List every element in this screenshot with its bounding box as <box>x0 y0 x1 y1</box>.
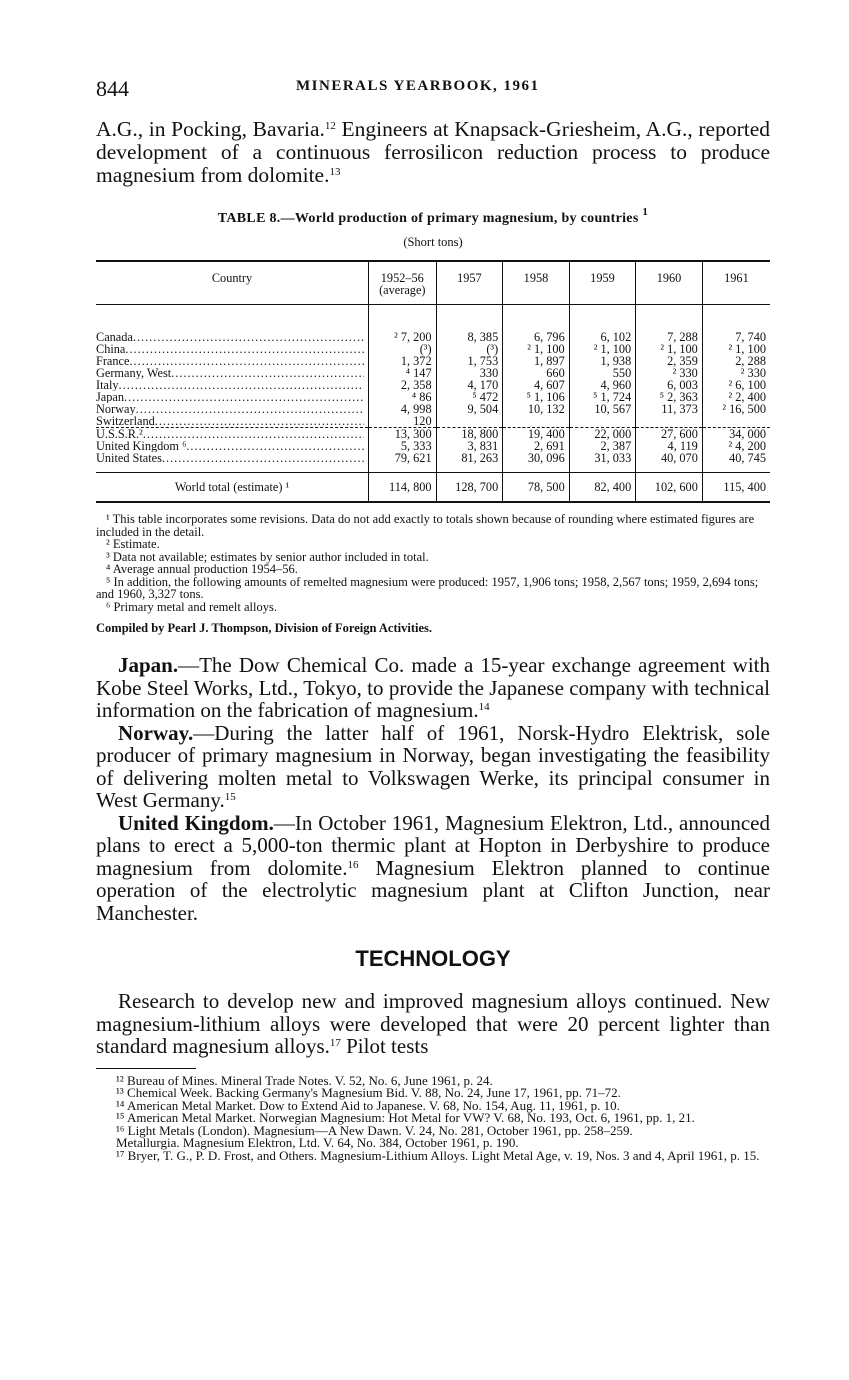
value-cell: 10, 132 <box>503 403 570 415</box>
total-label: World total (estimate) ¹ <box>96 473 369 503</box>
table-header-row <box>96 261 770 305</box>
column-header: Country <box>96 261 369 305</box>
value-cell: 18, 800 <box>436 428 503 441</box>
footnotes <box>96 1072 770 1163</box>
value-cell: 11, 373 <box>636 403 703 415</box>
production-table <box>96 260 770 503</box>
country-cell: France ..... <box>96 355 369 367</box>
footnote: Metallurgia. Magnesium Elektron, Ltd. V. 64, No. 384, October 1961, p. 190. <box>116 1135 519 1150</box>
value-cell: ² 330 <box>636 367 703 379</box>
country-cell: China ..... <box>96 343 369 355</box>
value-cell: 34, 000 <box>702 428 770 441</box>
total-value: 78, 500 <box>503 473 570 503</box>
footnote: ¹⁵ American Metal Market. Norwegian Magnesium: Hot Metal for VW? V. 68, No. 193, Oct. 6, 1961, pp. 1, 21. <box>116 1110 695 1125</box>
value-cell: ² 4, 200 <box>702 440 770 452</box>
table-row <box>96 452 770 464</box>
value-cell: 3, 831 <box>436 440 503 452</box>
country-cell: Norway ..... <box>96 403 369 415</box>
table-note: ⁵ In addition, the following amounts of remelted magnesium were produced: 1957, 1,906 tons; 1958, 2,567 tons; 1959, 2,694 tons; and 1960, 3,327 tons. <box>96 574 759 601</box>
value-cell: ² 330 <box>702 367 770 379</box>
table-note: ⁶ Primary metal and remelt alloys. <box>106 599 277 614</box>
country-cell: Italy ..... <box>96 379 369 391</box>
value-cell <box>503 415 570 428</box>
value-cell: 1, 897 <box>503 355 570 367</box>
total-value: 82, 400 <box>569 473 636 503</box>
value-cell: 1, 753 <box>436 355 503 367</box>
table-caption: TABLE 8.—World production of primary magnesium, by countries $^1$ <box>217 206 649 226</box>
value-cell: 6, 102 <box>569 331 636 343</box>
country-paragraphs <box>96 654 770 924</box>
value-cell <box>702 415 770 428</box>
value-cell: 10, 567 <box>569 403 636 415</box>
table-note: ² Estimate. <box>106 537 160 551</box>
table-note: ³ Data not available; estimates by senior author included in total. <box>106 549 429 564</box>
running-head: MINERALS YEARBOOK, 1961 <box>296 78 540 94</box>
country-paragraph: United Kingdom.—In October 1961, Magnesium Elektron, Ltd., announced plans to erect a 5,000-ton thermic plant at Hopton in Derbyshire to produce magnesium from dolomite.$^{16}$ Magnesium Elektron planned to continue operation of the electrolytic magnesium plant at Clifton Junction, near Manchester. <box>96 810 771 925</box>
column-header: 1961 <box>702 261 770 305</box>
value-cell: 1, 938 <box>569 355 636 367</box>
table-row <box>96 355 770 367</box>
value-cell: ⁴ 147 <box>369 367 437 379</box>
total-value: 102, 600 <box>636 473 703 503</box>
country-cell: Canada ..... <box>96 331 369 343</box>
country-cell: Japan ..... <box>96 391 369 403</box>
value-cell: ² 1, 100 <box>702 343 770 355</box>
value-cell: 4, 960 <box>569 379 636 391</box>
column-header: 1959 <box>569 261 636 305</box>
value-cell: 30, 096 <box>503 452 570 464</box>
footnote: ¹³ Chemical Week. Backing Germany's Magnesium Bid. V. 88, No. 24, June 17, 1961, pp. 71–72. <box>116 1085 621 1100</box>
technology-paragraph: Research to develop new and improved magnesium alloys continued. New magnesium-lithium alloys were developed that were 20 percent lighter than standard magnesium alloys.$^{17}$ Pilot tests <box>96 989 770 1058</box>
column-header: 1958 <box>503 261 570 305</box>
value-cell: ⁵ 1, 106 <box>503 391 570 403</box>
value-cell: 120 <box>369 415 437 428</box>
value-cell: ² 7, 200 <box>369 331 437 343</box>
value-cell: 8, 385 <box>436 331 503 343</box>
footnote: ¹² Bureau of Mines. Mineral Trade Notes. V. 52, No. 6, June 1961, p. 24. <box>116 1072 493 1088</box>
column-header: 1960 <box>636 261 703 305</box>
value-cell: 4, 170 <box>436 379 503 391</box>
total-value: 128, 700 <box>436 473 503 503</box>
value-cell: 550 <box>569 367 636 379</box>
value-cell: 27, 600 <box>636 428 703 441</box>
value-cell: 6, 796 <box>503 331 570 343</box>
country-cell: Germany, West ..... <box>96 367 369 379</box>
value-cell: 660 <box>503 367 570 379</box>
total-value: 114, 800 <box>369 473 437 503</box>
value-cell: ² 1, 100 <box>503 343 570 355</box>
table-notes <box>96 513 770 613</box>
value-cell: ² 6, 100 <box>702 379 770 391</box>
page-number: 844 <box>96 76 129 101</box>
total-value: 115, 400 <box>702 473 770 503</box>
value-cell: 4, 607 <box>503 379 570 391</box>
column-header: 1952–56 (average) <box>369 261 437 305</box>
value-cell: ⁵ 472 <box>436 391 503 403</box>
table-row <box>96 403 770 415</box>
country-cell: United States ..... <box>96 452 369 464</box>
value-cell: 2, 691 <box>503 440 570 452</box>
value-cell: ⁴ 86 <box>369 391 437 403</box>
value-cell: 40, 070 <box>636 452 703 464</box>
value-cell: ² 1, 100 <box>569 343 636 355</box>
column-header: 1957 <box>436 261 503 305</box>
value-cell: ² 2, 400 <box>702 391 770 403</box>
value-cell: (³) <box>436 343 503 355</box>
footnote: ¹⁶ Light Metals (London). Magnesium—A New Dawn. V. 24, No. 281, October 1961, pp. 258–259. <box>116 1122 633 1138</box>
value-cell: 4, 998 <box>369 403 437 415</box>
value-cell: 79, 621 <box>369 452 437 464</box>
country-cell: United Kingdom ⁶ ..... <box>96 440 369 452</box>
value-cell: 81, 263 <box>436 452 503 464</box>
value-cell: 2, 358 <box>369 379 437 391</box>
value-cell: 2, 387 <box>569 440 636 452</box>
value-cell: ² 16, 500 <box>702 403 770 415</box>
footnote-rule <box>96 1068 196 1069</box>
value-cell: 19, 400 <box>503 428 570 441</box>
value-cell: 4, 119 <box>636 440 703 452</box>
table-credit: Compiled by Pearl J. Thompson, Division of Foreign Activities. <box>96 621 433 635</box>
country-paragraph: Norway.—During the latter half of 1961, Norsk-Hydro Elektrisk, sole producer of primary magnesium in Norway, began investigating the feasibility of delivering molten metal to Volkswagen Werke, its principal consumer in West Germany.$^{15}$ <box>96 720 770 812</box>
page-header <box>96 70 770 102</box>
value-cell: 31, 033 <box>569 452 636 464</box>
value-cell: (³) <box>369 343 437 355</box>
value-cell: 2, 359 <box>636 355 703 367</box>
table-note: ⁴ Average annual production 1954–56. <box>106 562 298 576</box>
table-row <box>96 415 770 428</box>
country-cell: Switzerland ..... <box>96 415 369 428</box>
intro-paragraph: A.G., in Pocking, Bavaria.$^{12}$ Engineers at Knapsack-Griesheim, A.G., reported development of a continuous ferrosilicon reduction process to produce magnesium from dolomite.$^{13}$ <box>96 117 770 187</box>
value-cell: 6, 003 <box>636 379 703 391</box>
footnote: ¹⁴ American Metal Market. Dow to Extend Aid to Japanese. V. 68, No. 154, Aug. 11, 1961, p. 10. <box>116 1097 620 1113</box>
total-row <box>96 473 770 503</box>
value-cell: 5, 333 <box>369 440 437 452</box>
value-cell: 13, 300 <box>369 428 437 441</box>
table-subtitle: (Short tons) <box>403 235 463 249</box>
value-cell <box>569 415 636 428</box>
value-cell: ⁵ 1, 724 <box>569 391 636 403</box>
value-cell: 7, 288 <box>636 331 703 343</box>
value-cell <box>436 415 503 428</box>
footnote: ¹⁷ Bryer, T. G., P. D. Frost, and Others. Magnesium-Lithium Alloys. Light Metal Age, v. 19, Nos. 3 and 4, April 1961, p. 15. <box>116 1147 760 1163</box>
value-cell: 22, 000 <box>569 428 636 441</box>
value-cell: 1, 372 <box>369 355 437 367</box>
table-body <box>96 305 770 503</box>
value-cell <box>636 415 703 428</box>
value-cell: 2, 288 <box>702 355 770 367</box>
value-cell: ² 1, 100 <box>636 343 703 355</box>
value-cell: 330 <box>436 367 503 379</box>
table-note: ¹ This table incorporates some revisions. Data do not add exactly to totals shown because of rounding where estimated figures are included in the detail. <box>96 512 755 539</box>
document-page <box>96 70 770 1162</box>
value-cell: 40, 745 <box>702 452 770 464</box>
value-cell: ⁵ 2, 363 <box>636 391 703 403</box>
value-cell: 7, 740 <box>702 331 770 343</box>
value-cell: 9, 504 <box>436 403 503 415</box>
country-paragraph: Japan.—The Dow Chemical Co. made a 15-year exchange agreement with Kobe Steel Works, Ltd., Tokyo, to provide the Japanese company with technical information on the fabrication of magnesium.$^{14}$ <box>96 653 770 722</box>
country-cell: U.S.S.R.² ..... <box>96 428 369 441</box>
section-heading: TECHNOLOGY <box>355 946 511 971</box>
